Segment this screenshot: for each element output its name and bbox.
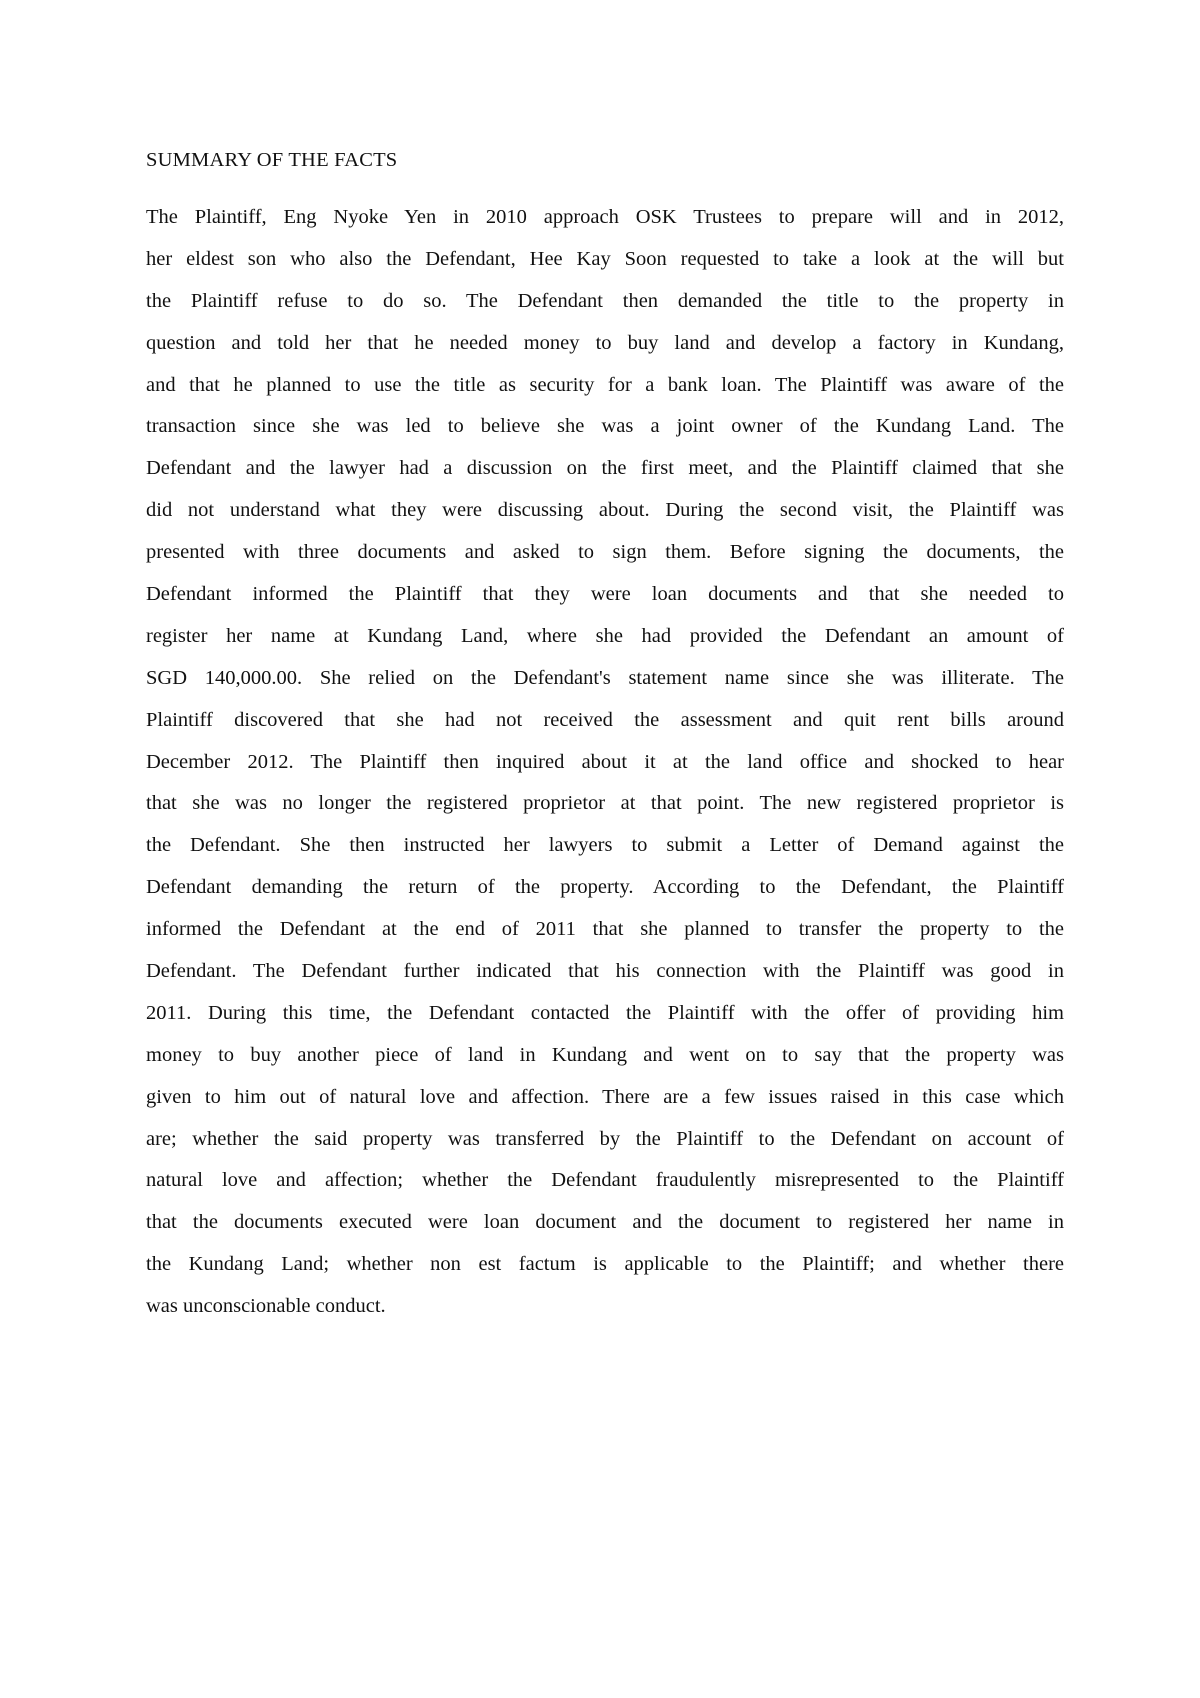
- summary-paragraph: [146, 203, 1064, 1334]
- paragraph-line: the Kundang Land; whether non est factum is applicable to the Plaintiff; and whether there: [146, 1253, 1064, 1276]
- paragraph-line: 2011. During this time, the Defendant contacted the Plaintiff with the offer of providing him: [146, 1001, 1064, 1024]
- paragraph-line: that she was no longer the registered proprietor at that point. The new registered proprietor is: [146, 792, 1064, 815]
- paragraph-line: Plaintiff discovered that she had not received the assessment and quit rent bills around: [146, 708, 1064, 731]
- paragraph-line-last: was unconscionable conduct.: [146, 1295, 386, 1318]
- paragraph-line: that the documents executed were loan document and the document to registered her name in: [146, 1211, 1064, 1234]
- paragraph-line: question and told her that he needed money to buy land and develop a factory in Kundang,: [146, 331, 1064, 354]
- paragraph-line: SGD 140,000.00. She relied on the Defendant's statement name since she was illiterate. The: [146, 666, 1064, 689]
- paragraph-line: informed the Defendant at the end of 2011 that she planned to transfer the property to the: [146, 918, 1064, 941]
- paragraph-line: December 2012. The Plaintiff then inquired about it at the land office and shocked to hear: [146, 750, 1064, 773]
- paragraph-line: presented with three documents and asked to sign them. Before signing the documents, the: [146, 541, 1064, 564]
- paragraph-line: Defendant. The Defendant further indicated that his connection with the Plaintiff was good in: [146, 960, 1064, 983]
- paragraph-line: the Defendant. She then instructed her lawyers to submit a Letter of Demand against the: [146, 834, 1064, 857]
- paragraph-line: the Plaintiff refuse to do so. The Defendant then demanded the title to the property in: [146, 289, 1064, 312]
- paragraph-line: money to buy another piece of land in Kundang and went on to say that the property was: [146, 1043, 1064, 1066]
- paragraph-line: transaction since she was led to believe she was a joint owner of the Kundang Land. The: [146, 415, 1064, 438]
- paragraph-line: did not understand what they were discussing about. During the second visit, the Plaintiff was: [146, 499, 1064, 522]
- paragraph-line: and that he planned to use the title as security for a bank loan. The Plaintiff was aware of the: [146, 373, 1064, 396]
- paragraph-line: Defendant informed the Plaintiff that they were loan documents and that she needed to: [146, 583, 1064, 606]
- paragraph-line: Defendant demanding the return of the property. According to the Defendant, the Plaintiff: [146, 876, 1064, 899]
- page-heading: SUMMARY OF THE FACTS: [146, 149, 398, 171]
- paragraph-line: are; whether the said property was transferred by the Plaintiff to the Defendant on account of: [146, 1127, 1064, 1150]
- paragraph-line: register her name at Kundang Land, where she had provided the Defendant an amount of: [146, 624, 1064, 647]
- paragraph-line: Defendant and the lawyer had a discussion on the first meet, and the Plaintiff claimed that she: [146, 457, 1064, 480]
- paragraph-line: given to him out of natural love and affection. There are a few issues raised in this case which: [146, 1085, 1064, 1108]
- paragraph-line: The Plaintiff, Eng Nyoke Yen in 2010 approach OSK Trustees to prepare will and in 2012,: [146, 206, 1064, 228]
- paragraph-line: natural love and affection; whether the Defendant fraudulently misrepresented to the Plaintiff: [146, 1169, 1064, 1192]
- paragraph-line: her eldest son who also the Defendant, Hee Kay Soon requested to take a look at the will but: [146, 247, 1064, 270]
